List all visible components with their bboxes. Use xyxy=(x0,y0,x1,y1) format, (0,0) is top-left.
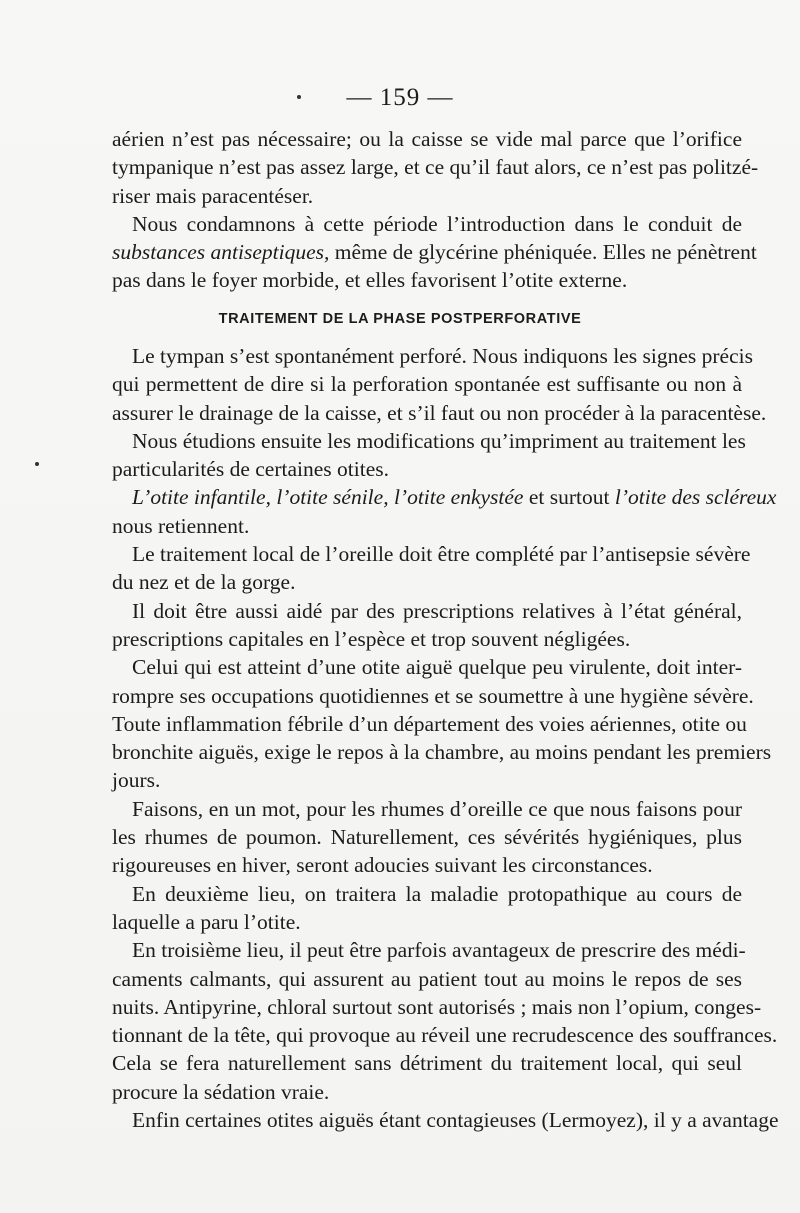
text-line: caments calmants, qui assurent au patient tout au moins le repos de ses xyxy=(112,966,742,991)
italic-term: L’otite infantile, xyxy=(132,485,271,510)
text-fragment: même de glycérine phéniquée. Elles ne pénètrent xyxy=(329,240,757,265)
text-line: rompre ses occupations quotidiennes et se soumettre à une hygiène sévère. xyxy=(112,683,754,708)
text-fragment: et surtout xyxy=(523,485,615,510)
italic-term: l’otite enkystée xyxy=(388,485,524,510)
text-line: Cela se fera naturellement sans détriment du traitement local, qui seul xyxy=(112,1051,742,1076)
paragraph-block-intro xyxy=(112,125,759,295)
text-line: En deuxième lieu, on traitera la maladie protopathique au cours de xyxy=(132,881,742,906)
text-line: aérien n’est pas nécessaire; ou la caisse se vide mal parce que l’orifice xyxy=(112,127,742,151)
text-line: rigoureuses en hiver, seront adoucies suivant les circonstances. xyxy=(112,853,653,878)
paragraph-block-main xyxy=(112,342,779,1134)
text-line: tionnant de la tête, qui provoque au réveil une recrudescence des souffrances. xyxy=(112,1023,778,1048)
text-line: du nez et de la gorge. xyxy=(112,570,296,595)
text-line: nous retiennent. xyxy=(112,513,250,538)
print-speck xyxy=(35,462,39,466)
text-line: En troisième lieu, il peut être parfois avantageux de prescrire des médi- xyxy=(132,938,746,963)
text-line: Nous étudions ensuite les modifications qu’impriment au traitement les xyxy=(132,428,746,453)
italic-term: l’otite sénile, xyxy=(270,485,389,510)
text-line: Le traitement local de l’oreille doit être complété par l’antisepsie sévère xyxy=(132,542,751,567)
text-line: particularités de certaines otites. xyxy=(112,457,389,482)
text-line: procure la sédation vraie. xyxy=(112,1079,330,1104)
page-number: — 159 — xyxy=(346,84,454,111)
text-line: Nous condamnons à cette période l’introduction dans le conduit de xyxy=(132,211,742,236)
text-line: Il doit être aussi aidé par des prescriptions relatives à l’état général, xyxy=(132,598,742,623)
text-line: Enfin certaines otites aiguës étant contagieuses (Lermoyez), il y a avantage xyxy=(132,1108,779,1133)
text-line: qui permettent de dire si la perforation spontanée est suffisante ou non à xyxy=(112,372,742,397)
text-line xyxy=(112,483,777,511)
text-line: riser mais paracentéser. xyxy=(112,183,314,208)
text-line: Celui qui est atteint d’une otite aiguë quelque peu virulente, doit inter- xyxy=(132,655,742,680)
text-line: nuits. Antipyrine, chloral surtout sont autorisés ; mais non l’opium, conges- xyxy=(112,994,762,1019)
text-line xyxy=(112,238,757,266)
text-line: assurer le drainage de la caisse, et s’il faut ou non procéder à la paracentèse. xyxy=(112,400,767,425)
text-line: Le tympan s’est spontanément perforé. Nous indiquons les signes précis xyxy=(132,344,753,368)
italic-term: l’otite des scléreux xyxy=(614,485,777,510)
text-line: tympanique n’est pas assez large, et ce qu’il faut alors, ce n’est pas politzé- xyxy=(112,155,759,180)
text-line: pas dans le foyer morbide, et elles favorisent l’otite externe. xyxy=(112,268,628,293)
text-line: jours. xyxy=(112,768,161,793)
text-line: laquelle a paru l’otite. xyxy=(112,909,301,934)
text-line: bronchite aiguës, exige le repos à la chambre, au moins pendant les premiers xyxy=(112,740,772,765)
text-line: Toute inflammation fébrile d’un département des voies aériennes, otite ou xyxy=(112,711,747,736)
text-line: prescriptions capitales en l’espèce et trop souvent négligées. xyxy=(112,626,631,651)
italic-term: substances antiseptiques, xyxy=(112,240,330,265)
section-heading: TRAITEMENT DE LA PHASE POSTPERFORATIVE xyxy=(218,311,582,327)
print-speck xyxy=(297,95,301,99)
text-line: Faisons, en un mot, pour les rhumes d’oreille ce que nous faisons pour xyxy=(132,796,742,821)
text-line: les rhumes de poumon. Naturellement, ces sévérités hygiéniques, plus xyxy=(112,825,742,850)
